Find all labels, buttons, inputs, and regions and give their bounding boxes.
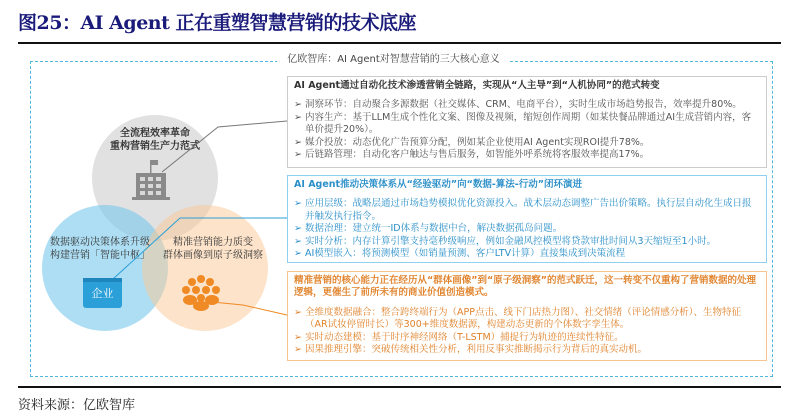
decision-line2: 构建营销「智能中枢」 bbox=[50, 250, 150, 261]
list-item: ➢ 应用层级：战略层通过市场趋势模拟优化资源投入。战术层动态调整广告出价策略。执行层自动化生成日报并触发执行指令。 bbox=[294, 198, 752, 222]
figure-title: 图25：AI Agent 正在重塑智慧营销的技术底座 bbox=[18, 12, 417, 34]
list-item: ➢ 实时分析：内存计算引擎支持毫秒级响应，例如金融风控模型将贷款审批时间从3天缩短至1小时。 bbox=[294, 235, 717, 247]
connector-decision bbox=[113, 218, 287, 279]
source-note: 资料来源：亿欧智库 bbox=[18, 398, 136, 413]
list-item: ➢ 数据治理：建立统一ID体系与数据中台，解决数据孤岛问题。 bbox=[294, 223, 563, 235]
footer-rule bbox=[18, 386, 781, 388]
efficiency-line2: 重构营销生产力范式 bbox=[110, 141, 200, 152]
subtitle-text: 亿欧智库：AI Agent对智慧营销的三大核心意义 bbox=[277, 54, 510, 65]
efficiency-box bbox=[287, 76, 767, 168]
list-item: ➢ 后链路管理：自动化客户触达与售后服务，如智能外呼系统将客服效率提高17%。 bbox=[294, 149, 650, 161]
connector-efficiency bbox=[162, 121, 287, 172]
box-heading: AI Agent通过自动化技术渗透营销全链路，实现从“人主导”到“人机协同”的范式转变 bbox=[294, 80, 660, 91]
people-group-icon bbox=[182, 275, 220, 311]
precision-line1: 精准营销能力质变 bbox=[173, 237, 253, 248]
box-heading: 精准营销的核心能力正在经历从“群体画像”到“原子级洞察”的范式跃迁，这一转变不仅重构了营销数据的处理逻辑，更催生了前所未有的商业价值创造模式。 bbox=[294, 275, 756, 299]
list-item: ➢ 媒介投放：动态优化广告预算分配，例如某企业使用AI Agent实现ROI提升78%。 bbox=[294, 136, 650, 148]
precision-line2: 群体画像到原子级洞察 bbox=[163, 250, 263, 261]
building-icon bbox=[132, 160, 170, 200]
precision-box bbox=[287, 271, 767, 361]
decision-line1: 数据驱动决策体系升级 bbox=[50, 237, 150, 248]
connector-precision bbox=[212, 302, 287, 315]
decision-box bbox=[287, 175, 767, 263]
list-item: ➢ 洞察环节：自动聚合多源数据（社交媒体、CRM、电商平台），实时生成市场趋势报告，效率提升80%。 bbox=[294, 99, 742, 111]
list-item: ➢ 因果推理引擎：突破传统相关性分析，利用反事实推断揭示行为背后的真实动机。 bbox=[294, 344, 647, 356]
list-item: ➢ 全维度数据融合：整合跨终端行为（APP点击、线下门店热力图）、社交情绪（评论情感分析）、生物特征（AR试妆停留时长）等300+维度数据源，构建动态更新的个体数字孪生体。 bbox=[294, 306, 741, 331]
box-heading: AI Agent推动决策体系从“经验驱动”向“数据-算法-行动”闭环演进 bbox=[294, 179, 582, 190]
enterprise-label: 企业 bbox=[91, 287, 114, 300]
list-item: ➢ 实时动态建模：基于时序神经网络（T-LSTM）捕捉行为轨迹的连续性特征。 bbox=[294, 331, 624, 343]
list-item: ➢ AI模型嵌入：将预测模型（如销量预测、客户LTV计算）直接集成到决策流程 bbox=[294, 248, 626, 260]
list-item: ➢ 内容生产：基于LLM生成个性化文案、图像及视频，缩短创作周期（如某快餐品牌通过AI生成营销内容，客单价提升20%）。 bbox=[294, 111, 752, 136]
efficiency-line1: 全流程效率革命 bbox=[120, 128, 190, 139]
